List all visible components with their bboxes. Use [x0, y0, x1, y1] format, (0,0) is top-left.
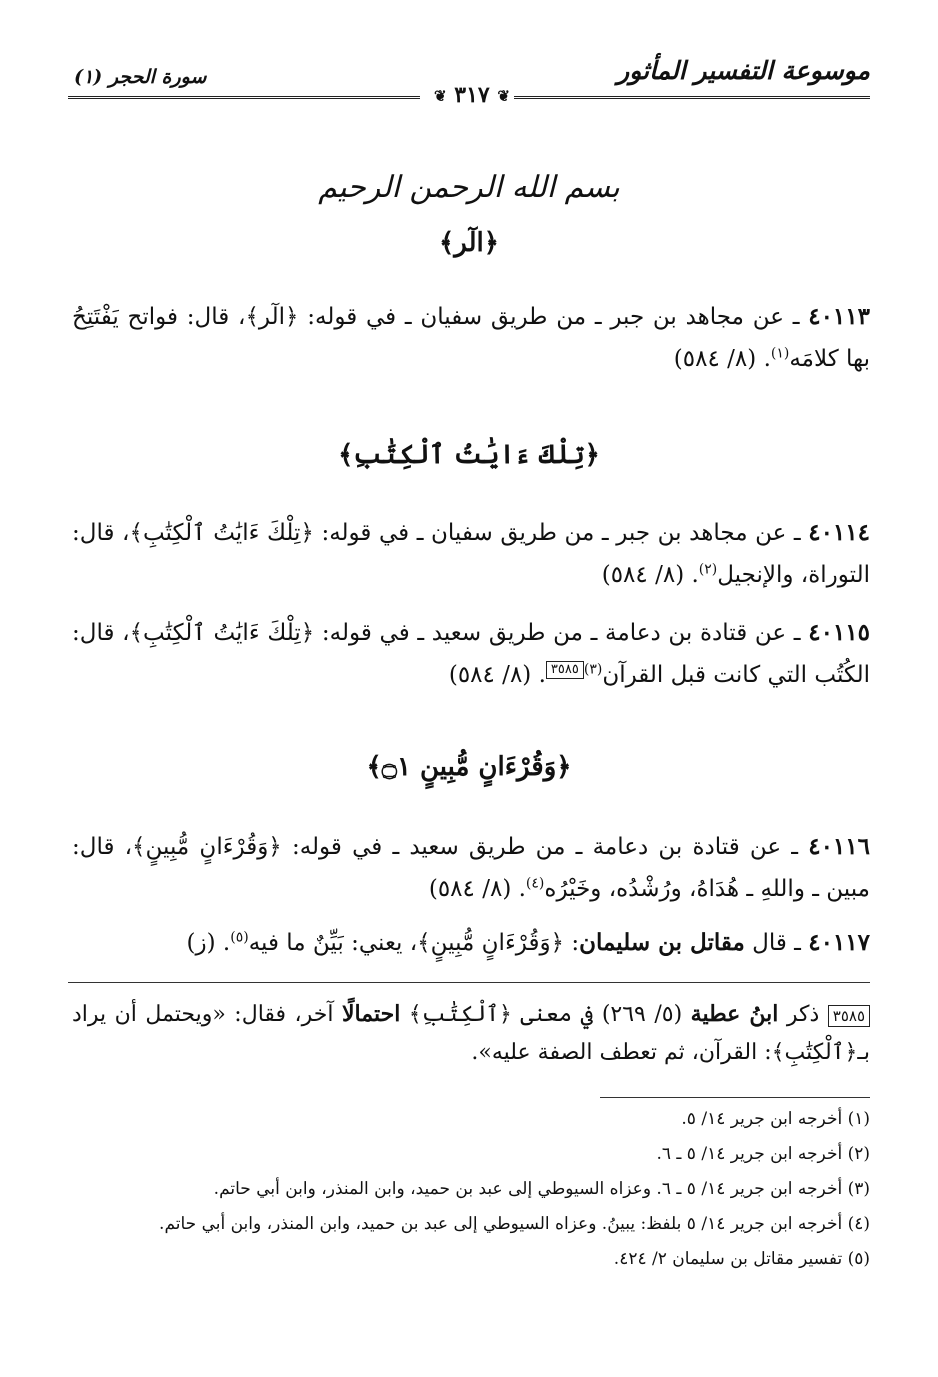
entry-number: ٤٠١١٤	[808, 519, 870, 546]
narration-entry	[72, 296, 870, 380]
footnotes	[72, 1104, 870, 1279]
source-reference: (ز)	[186, 930, 216, 956]
running-header	[68, 52, 870, 112]
source-reference: (٨/ ٥٨٤)	[601, 562, 685, 588]
header-rule-right	[514, 96, 870, 99]
entry-text: ـ عن مجاهد بن جبر ـ من طريق سفيان ـ في قوله: ﴿تِلْكَ ءَايَٰتُ ٱلْكِتَٰبِ﴾، قال: التوراة، والإنجيل	[72, 520, 870, 588]
entry-text: ـ عن مجاهد بن جبر ـ من طريق سفيان ـ في قوله: ﴿الٓر﴾، قال: فواتح يَفْتَتِحُ بها كلامَه	[72, 304, 870, 372]
commentary-divider	[68, 982, 870, 983]
footnote-marker[interactable]: (٤)	[525, 875, 545, 892]
entry-tail: .	[518, 876, 526, 902]
commentary-author: ابنُ عطية	[690, 1001, 779, 1027]
entry-text-cont: : ﴿وَقُرْءَانٍ مُّبِينٍ﴾، يعني: بَيِّنٌ ما فيه	[248, 930, 580, 956]
surah-title: سورة الحجر (١)	[74, 66, 207, 88]
verse-heading: ﴿الٓر﴾	[439, 228, 499, 258]
footnote: (٢) أخرجه ابن جرير ١٤/ ٥ ـ ٦.	[656, 1144, 870, 1164]
footnote: (٣) أخرجه ابن جرير ١٤/ ٥ ـ ٦. وعزاه السيوطي إلى عبد بن حميد، وابن المنذر، وابن أبي حاتم.	[213, 1179, 870, 1199]
verse-heading: ﴿تِلْكَ ءَايَٰتُ ٱلْكِتَٰبِ﴾	[338, 440, 600, 470]
narration-entry	[72, 922, 870, 964]
footnote-marker[interactable]: (٢)	[698, 561, 718, 578]
entry-tail: .	[691, 562, 699, 588]
footnote: (٤) أخرجه ابن جرير ١٤/ ٥ بلفظ: يبينُ. وعزاه السيوطي إلى عبد بن حميد، وابن المنذر، وابن أبي حاتم.	[159, 1214, 870, 1234]
source-reference: (٨/ ٥٨٤)	[448, 662, 532, 688]
footnote-marker[interactable]: (١)	[770, 345, 790, 362]
commentary-text: (٥/ ٢٦٩) في معنى ﴿ٱلْكِتَٰبِ﴾	[400, 1002, 691, 1027]
commentary-box-marker[interactable]: ٣٥٨٥	[546, 661, 584, 679]
footnote: (٥) تفسير مقاتل بن سليمان ٢/ ٤٢٤.	[613, 1249, 870, 1269]
source-reference: (٨/ ٥٨٤)	[428, 876, 512, 902]
narration-entry	[72, 826, 870, 910]
footnote: (١) أخرجه ابن جرير ١٤/ ٥.	[681, 1109, 870, 1129]
commentary-emphasis: احتمالًا	[341, 1001, 401, 1027]
entry-tail: .	[763, 346, 771, 372]
ornament-icon: ❦	[434, 87, 447, 105]
verse-heading: ﴿وَقُرْءَانٍ مُّبِينٍ ۝١﴾	[366, 752, 572, 782]
commentary-box-number: ٣٥٨٥	[828, 1005, 870, 1027]
commentary-text: آخر، فقال: «ويحتمل أن يراد بـ﴿ٱلْكِتَٰبِ﴾: القرآن، ثم تعطف الصفة عليه».	[72, 1002, 870, 1065]
narrator-name: مقاتل بن سليمان	[579, 929, 745, 956]
narration-entry	[72, 512, 870, 596]
source-reference: (٨/ ٥٨٤)	[673, 346, 757, 372]
ornament-icon: ❦	[497, 87, 510, 105]
entry-tail: .	[538, 662, 546, 688]
footnote-marker[interactable]: (٣)	[583, 661, 603, 678]
page-number-group	[422, 82, 522, 108]
entry-text: ـ عن قتادة بن دعامة ـ من طريق سعيد ـ في قوله: ﴿وَقُرْءَانٍ مُّبِينٍ﴾، قال: مبين ـ واللهِ ـ هُدَاهُ، ورُشْدُه، وخَيْرُه	[72, 834, 870, 902]
book-title: موسوعة التفسير المأثور	[617, 56, 870, 85]
commentary-note	[72, 995, 870, 1072]
page-number: ٣١٧	[454, 82, 490, 108]
basmala: بسم الله الرحمن الرحيم	[318, 170, 620, 205]
entry-number: ٤٠١١٧	[808, 929, 870, 956]
entry-tail: .	[222, 930, 231, 956]
footnote-divider	[600, 1097, 870, 1098]
entry-number: ٤٠١١٦	[808, 833, 870, 860]
entry-number: ٤٠١١٣	[808, 303, 870, 330]
commentary-text: ذكر	[778, 1002, 828, 1027]
entry-number: ٤٠١١٥	[808, 619, 870, 646]
entry-text: ـ قال	[744, 930, 809, 956]
entry-text: ـ عن قتادة بن دعامة ـ من طريق سعيد ـ في قوله: ﴿تِلْكَ ءَايَٰتُ ٱلْكِتَٰبِ﴾، قال: الكُتُب التي كانت قبل القرآن	[72, 620, 870, 688]
header-rule-left	[68, 96, 420, 99]
narration-entry	[72, 612, 870, 696]
footnote-marker[interactable]: (٥)	[230, 929, 249, 946]
